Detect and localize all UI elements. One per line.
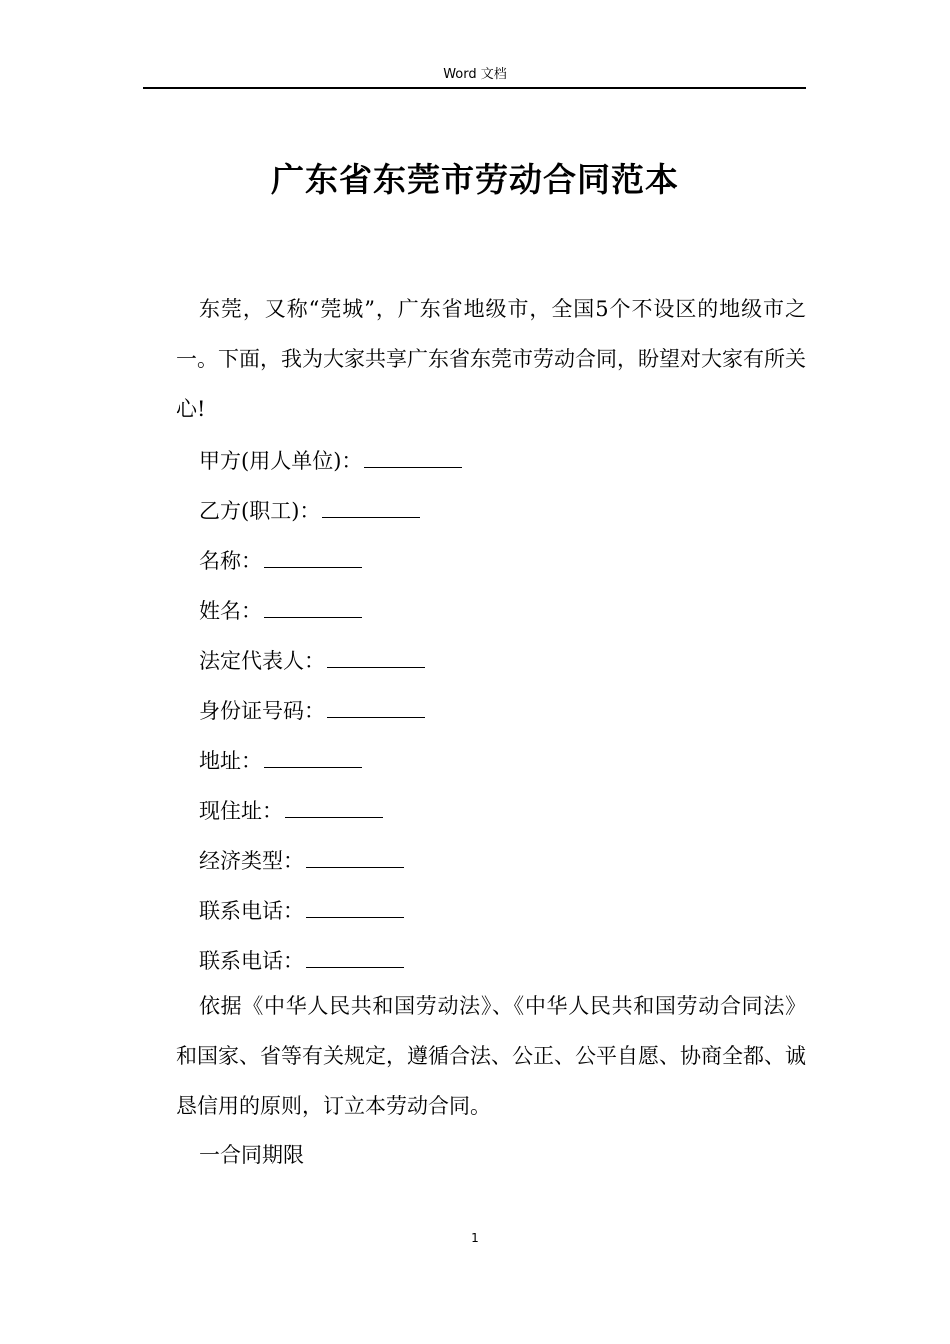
blank-line xyxy=(306,946,404,968)
field-label: 名称： xyxy=(199,549,262,573)
field-label: 经济类型： xyxy=(199,849,304,873)
document-title: 广东省东莞市劳动合同范本 xyxy=(271,160,679,199)
field-party-a xyxy=(199,446,462,476)
field-current-address xyxy=(199,796,383,826)
blank-line xyxy=(285,796,383,818)
section-heading: 一合同期限 xyxy=(199,1143,304,1167)
field-label: 乙方(职工)： xyxy=(199,499,321,523)
field-id-number xyxy=(199,696,425,726)
blank-line xyxy=(264,746,362,768)
field-phone-1 xyxy=(199,896,404,926)
basis-paragraph: 依据《中华人民共和国劳动法》、《中华人民共和国劳动合同法》和国家、省等有关规定，遵循合法、公正、公平自愿、协商全都、诚恳信用的原则，订立本劳动合同。 xyxy=(176,994,806,1118)
field-party-b xyxy=(199,496,420,526)
field-label: 姓名： xyxy=(199,599,262,623)
field-label: 甲方(用人单位)： xyxy=(199,449,363,473)
field-label: 联系电话： xyxy=(199,899,304,923)
field-person-name xyxy=(199,596,362,626)
blank-line xyxy=(306,846,404,868)
field-label: 身份证号码： xyxy=(199,699,325,723)
blank-line xyxy=(327,696,425,718)
blank-line xyxy=(306,896,404,918)
field-label: 地址： xyxy=(199,749,262,773)
blank-line xyxy=(264,546,362,568)
field-address xyxy=(199,746,362,776)
page-header: Word 文档 xyxy=(443,67,507,82)
field-legal-rep xyxy=(199,646,425,676)
field-label: 联系电话： xyxy=(199,949,304,973)
field-economic-type xyxy=(199,846,404,876)
field-label: 法定代表人： xyxy=(199,649,325,673)
blank-line xyxy=(364,446,462,468)
blank-line xyxy=(327,646,425,668)
field-name xyxy=(199,546,362,576)
header-divider xyxy=(143,87,806,89)
field-phone-2 xyxy=(199,946,404,976)
blank-line xyxy=(322,496,420,518)
field-label: 现住址： xyxy=(199,799,283,823)
page-number: 1 xyxy=(471,1231,479,1245)
blank-line xyxy=(264,596,362,618)
intro-paragraph: 东莞，又称“莞城”，广东省地级市，全国5个不设区的地级市之一。下面，我为大家共享广东省东莞市劳动合同，盼望对大家有所关心! xyxy=(176,297,806,421)
